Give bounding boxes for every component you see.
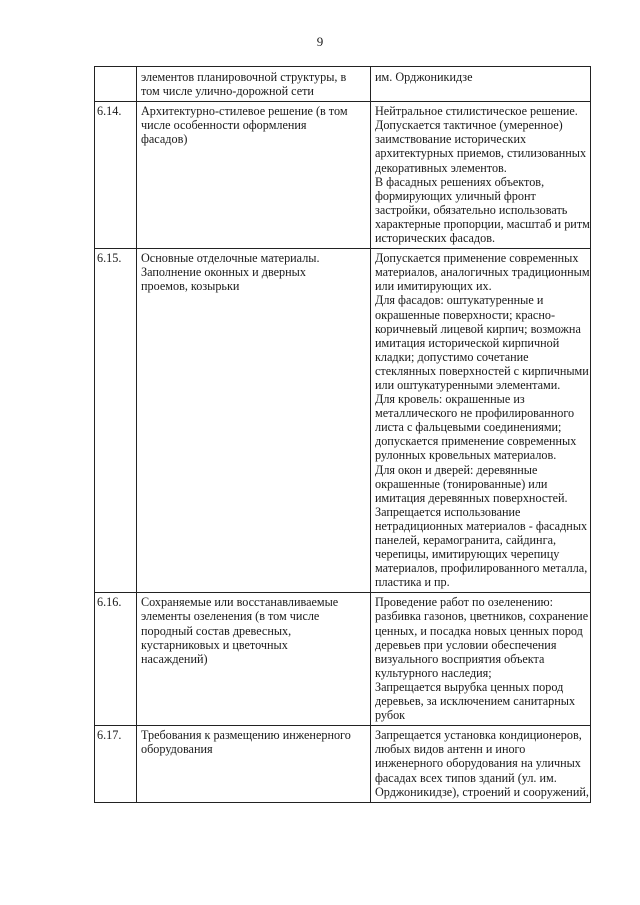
row-number — [95, 67, 137, 102]
parameter-cell — [137, 102, 371, 249]
row-number: 6.15. — [95, 249, 137, 593]
requirement-line: панелей, керамогранита, сайдинга, — [375, 533, 557, 547]
requirements-table — [94, 66, 591, 803]
requirement-line: окрашенные (тонированные) или — [375, 476, 548, 491]
requirement-line: Допускается применение современных — [375, 251, 579, 266]
parameter-line: Требования к размещению инженерного — [141, 728, 351, 743]
requirement-line: В фасадных решениях объектов, — [375, 174, 545, 189]
table-row — [95, 726, 591, 802]
requirement-line: архитектурных приемов, стилизованных — [375, 146, 587, 161]
requirement-line: фасадах всех типов зданий (ул. им. — [375, 770, 557, 785]
parameter-line: кустарниковых и цветочных — [141, 637, 288, 652]
requirement-line: пластика и пр. — [375, 575, 450, 590]
parameter-line: насаждений) — [141, 651, 208, 666]
requirement-line: деревьев при условии обеспечения — [375, 637, 557, 652]
requirement-cell — [371, 102, 591, 249]
row-number: 6.16. — [95, 593, 137, 726]
requirement-line: Проведение работ по озеленению: — [375, 595, 553, 610]
requirement-line: деревьев, за исключением санитарных — [375, 694, 576, 709]
parameter-line: Архитектурно-стилевое решение (в том — [141, 104, 348, 119]
requirement-cell — [371, 67, 591, 102]
table-body — [95, 67, 591, 803]
table-row — [95, 593, 591, 726]
parameter-line: проемов, козырьки — [141, 279, 240, 294]
requirement-line: застройки, обязательно использовать — [375, 202, 568, 217]
row-number: 6.17. — [95, 726, 137, 802]
parameter-line: Заполнение оконных и дверных — [141, 265, 306, 280]
requirement-line: Для окон и дверей: деревянные — [375, 462, 538, 477]
requirement-cell — [371, 726, 591, 802]
requirement-line: кладки; допустимо сочетание — [375, 349, 529, 364]
parameter-line: том числе улично-дорожной сети — [141, 84, 314, 99]
parameter-cell — [137, 67, 371, 102]
table-row — [95, 249, 591, 593]
parameter-line: фасадов) — [141, 132, 188, 147]
requirement-line: материалов, аналогичных традиционным — [375, 265, 590, 280]
parameter-line: элементов планировочной структуры, в — [141, 70, 347, 84]
parameter-cell — [137, 593, 371, 726]
requirement-line: разбивка газонов, цветников, сохранение — [375, 609, 589, 624]
requirement-cell — [371, 593, 591, 726]
requirement-line: декоративных элементов. — [375, 160, 507, 175]
requirement-line: любых видов антенн и иного — [375, 742, 526, 757]
requirement-line: рубок — [375, 708, 406, 723]
requirement-line: Запрещается использование — [375, 504, 521, 519]
requirement-line: им. Орджоникидзе — [375, 70, 473, 84]
requirement-line: черепицы, имитирующих черепицу — [375, 547, 560, 562]
requirement-line: Нейтральное стилистическое решение. — [375, 104, 578, 119]
requirement-line: Запрещается вырубка ценных пород — [375, 679, 564, 694]
requirement-line: ценных, и посадка новых ценных пород — [375, 623, 583, 638]
requirement-line: Для фасадов: оштукатуренные и — [375, 293, 544, 308]
requirement-cell — [371, 249, 591, 593]
requirement-line: Для кровель: окрашенные из — [375, 392, 525, 407]
parameter-line: породный состав древесных, — [141, 623, 292, 638]
parameter-line: Сохраняемые или восстанавливаемые — [141, 595, 339, 610]
requirement-line: металлического не профилированного — [375, 406, 575, 421]
row-number: 6.14. — [95, 102, 137, 249]
parameter-cell — [137, 726, 371, 802]
requirement-line: стеклянных поверхностей с кирпичными — [375, 363, 589, 378]
requirement-line: исторических фасадов. — [375, 231, 496, 246]
requirement-line: или имитирующих их. — [375, 279, 492, 294]
requirement-line: формирующих уличный фронт — [375, 188, 536, 203]
requirement-line: заимствование исторических — [375, 132, 527, 147]
parameter-line: числе особенности оформления — [141, 118, 307, 133]
requirement-line: визуального восприятия объекта — [375, 651, 545, 666]
requirement-line: Допускается тактичное (умеренное) — [375, 118, 563, 133]
requirement-line: нетрадиционных материалов - фасадных — [375, 518, 588, 533]
table-row — [95, 67, 591, 102]
parameter-line: оборудования — [141, 742, 213, 757]
requirement-line: материалов, профилированного металла, — [375, 561, 588, 576]
requirement-line: рулонных кровельных материалов. — [375, 448, 557, 463]
requirement-line: окрашенные поверхности; красно- — [375, 307, 556, 322]
requirement-line: культурного наследия; — [375, 665, 492, 680]
table-row — [95, 102, 591, 249]
page-number: 9 — [316, 34, 324, 49]
requirement-line: Орджоникидзе), строений и сооружений, — [375, 784, 589, 799]
parameter-line: Основные отделочные материалы. — [141, 251, 320, 266]
requirement-line: допускается применение современных — [375, 434, 577, 449]
requirement-line: характерные пропорции, масштаб и ритм — [375, 216, 590, 231]
parameter-line: элементы озеленения (в том числе — [141, 609, 320, 624]
requirement-line: или оштукатуренными элементами. — [375, 377, 561, 392]
requirement-line: коричневый лицевой кирпич; возможна — [375, 321, 581, 336]
requirement-line: имитация исторической кирпичной — [375, 335, 560, 350]
requirement-line: Запрещается установка кондиционеров, — [375, 728, 582, 743]
requirement-line: имитация деревянных поверхностей. — [375, 490, 568, 505]
requirement-line: инженерного оборудования на уличных — [375, 756, 581, 771]
requirement-line: листа с фальцевыми соединениями; — [375, 420, 562, 435]
parameter-cell — [137, 249, 371, 593]
